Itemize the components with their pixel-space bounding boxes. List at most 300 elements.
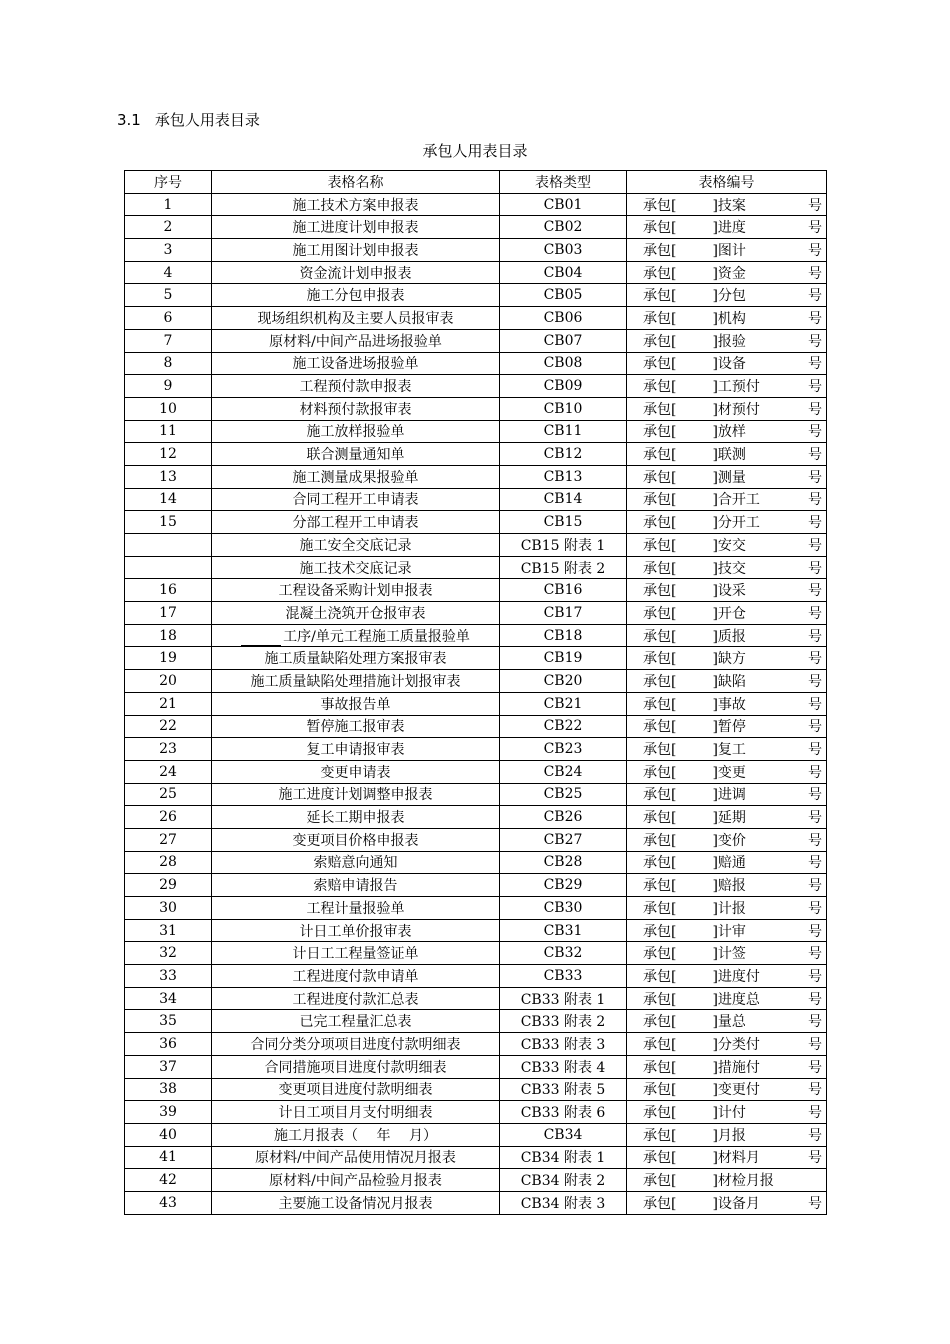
code-suffix: 号 xyxy=(808,356,822,373)
form-name-text: 工程进度付款汇总表 xyxy=(292,991,419,1008)
form-code xyxy=(627,397,827,420)
code-suffix: 号 xyxy=(808,220,822,237)
code-prefix: 承包[ xyxy=(643,900,677,917)
form-code xyxy=(627,193,827,216)
form-type: CB19 xyxy=(500,647,627,670)
form-name-text: 原材料/中间产品进场报验单 xyxy=(269,333,442,350)
form-name xyxy=(212,261,500,284)
code-bracket-blank xyxy=(676,989,712,1009)
form-code xyxy=(627,1146,827,1169)
form-code xyxy=(627,307,827,330)
form-name-text: 变更申请表 xyxy=(320,764,391,781)
row-number xyxy=(125,556,212,579)
table-row xyxy=(125,488,827,511)
table-row xyxy=(125,942,827,965)
code-bracket-blank xyxy=(676,217,712,237)
form-name-text: 变更项目价格申报表 xyxy=(292,832,419,849)
row-number: 29 xyxy=(125,874,212,897)
row-number: 37 xyxy=(125,1055,212,1078)
code-prefix: 承包[ xyxy=(643,1059,677,1076)
form-name xyxy=(212,624,500,647)
code-suffix: 号 xyxy=(808,401,822,418)
row-number: 39 xyxy=(125,1101,212,1124)
form-code-wrap xyxy=(627,421,826,441)
form-type: CB18 xyxy=(500,624,627,647)
form-type: CB31 xyxy=(500,919,627,942)
row-number: 15 xyxy=(125,511,212,534)
form-name-text: 原材料/中间产品使用情况月报表 xyxy=(255,1150,456,1167)
form-name xyxy=(212,760,500,783)
form-code-wrap xyxy=(627,308,826,328)
table-row xyxy=(125,216,827,239)
form-code xyxy=(627,919,827,942)
form-name xyxy=(212,375,500,398)
fill-in-blank xyxy=(241,631,281,646)
form-code-wrap xyxy=(627,240,826,260)
code-prefix: 承包[ xyxy=(643,991,677,1008)
form-type: CB33 附表 1 xyxy=(500,987,627,1010)
code-prefix: 承包[ xyxy=(643,560,677,577)
form-name-text: 施工月报表（ 年 月） xyxy=(274,1127,437,1144)
form-code-wrap xyxy=(627,966,826,986)
table-title: 承包人用表目录 xyxy=(422,142,528,160)
form-name-text: 事故报告单 xyxy=(320,696,391,713)
form-type: CB13 xyxy=(500,465,627,488)
code-suffix: 号 xyxy=(808,379,822,396)
row-number: 8 xyxy=(125,352,212,375)
code-bracket-blank xyxy=(676,852,712,872)
form-name-text: 主要施工设备情况月报表 xyxy=(278,1195,433,1212)
form-type: CB01 xyxy=(500,193,627,216)
form-code xyxy=(627,579,827,602)
form-code-wrap xyxy=(627,353,826,373)
code-abbr: ]机构 xyxy=(712,310,746,327)
code-prefix: 承包[ xyxy=(643,333,677,350)
form-name xyxy=(212,942,500,965)
form-code xyxy=(627,420,827,443)
form-code-wrap xyxy=(627,648,826,668)
code-abbr: ]月报 xyxy=(712,1127,746,1144)
form-code-wrap xyxy=(627,943,826,963)
form-name xyxy=(212,1101,500,1124)
code-abbr: ]测量 xyxy=(712,469,746,486)
form-code-wrap xyxy=(627,852,826,872)
code-abbr: ]材料月 xyxy=(712,1150,760,1167)
code-prefix: 承包[ xyxy=(643,1127,677,1144)
form-type: CB12 xyxy=(500,443,627,466)
table-header-row xyxy=(125,171,827,194)
table-row xyxy=(125,352,827,375)
code-prefix: 承包[ xyxy=(643,810,677,827)
form-name-text: 索赔申请报告 xyxy=(313,878,398,895)
row-number: 6 xyxy=(125,307,212,330)
code-prefix: 承包[ xyxy=(643,288,677,305)
code-prefix: 承包[ xyxy=(643,855,677,872)
code-prefix: 承包[ xyxy=(643,968,677,985)
code-bracket-blank xyxy=(676,1057,712,1077)
form-code xyxy=(627,1055,827,1078)
code-suffix: 号 xyxy=(808,424,822,441)
code-suffix: 号 xyxy=(808,1105,822,1122)
code-suffix: 号 xyxy=(808,1082,822,1099)
form-code xyxy=(627,670,827,693)
table-row xyxy=(125,670,827,693)
form-code xyxy=(627,261,827,284)
form-code-wrap xyxy=(627,762,826,782)
code-suffix: 号 xyxy=(808,333,822,350)
code-bracket-blank xyxy=(676,558,712,578)
code-prefix: 承包[ xyxy=(643,424,677,441)
code-abbr: ]量总 xyxy=(712,1014,746,1031)
header-no: 序号 xyxy=(125,171,212,194)
code-abbr: ]计签 xyxy=(712,946,746,963)
code-suffix: 号 xyxy=(808,265,822,282)
code-abbr: ]报验 xyxy=(712,333,746,350)
form-type: CB02 xyxy=(500,216,627,239)
form-code-wrap xyxy=(627,807,826,827)
form-name-text: 资金流计划申报表 xyxy=(299,265,412,282)
code-abbr: ]工预付 xyxy=(712,379,760,396)
form-type: CB33 附表 3 xyxy=(500,1033,627,1056)
code-bracket-blank xyxy=(676,739,712,759)
code-bracket-blank xyxy=(676,603,712,623)
code-abbr: ]暂停 xyxy=(712,719,746,736)
table-row xyxy=(125,443,827,466)
row-number: 36 xyxy=(125,1033,212,1056)
form-name-text: 施工技术方案申报表 xyxy=(292,197,419,214)
section-title: 承包人用表目录 xyxy=(154,111,260,129)
form-type: CB16 xyxy=(500,579,627,602)
table-row xyxy=(125,1123,827,1146)
table-row xyxy=(125,965,827,988)
form-name-text: 工程计量报验单 xyxy=(306,900,405,917)
code-prefix: 承包[ xyxy=(643,220,677,237)
code-abbr: ]资金 xyxy=(712,265,746,282)
code-prefix: 承包[ xyxy=(643,832,677,849)
form-name xyxy=(212,352,500,375)
row-number: 18 xyxy=(125,624,212,647)
form-code-wrap xyxy=(627,1057,826,1077)
code-abbr: ]赔报 xyxy=(712,878,746,895)
code-bracket-blank xyxy=(676,444,712,464)
row-number: 41 xyxy=(125,1146,212,1169)
form-name-text: 变更项目进度付款明细表 xyxy=(278,1082,433,1099)
code-abbr: ]计付 xyxy=(712,1105,746,1122)
table-body xyxy=(125,193,827,1214)
form-name xyxy=(212,307,500,330)
row-number: 27 xyxy=(125,828,212,851)
code-bracket-blank xyxy=(676,580,712,600)
form-name xyxy=(212,534,500,557)
table-row xyxy=(125,760,827,783)
code-abbr: ]变更 xyxy=(712,764,746,781)
form-code-wrap xyxy=(627,1125,826,1145)
form-name-text: 计日工工程量签证单 xyxy=(292,946,419,963)
table-row xyxy=(125,624,827,647)
code-bracket-blank xyxy=(676,921,712,941)
code-abbr: ]图计 xyxy=(712,242,746,259)
form-type: CB30 xyxy=(500,897,627,920)
code-abbr: ]变更付 xyxy=(712,1082,760,1099)
code-bracket-blank xyxy=(676,716,712,736)
code-bracket-blank xyxy=(676,671,712,691)
form-type: CB28 xyxy=(500,851,627,874)
row-number: 11 xyxy=(125,420,212,443)
code-suffix: 号 xyxy=(808,1014,822,1031)
code-bracket-blank xyxy=(676,943,712,963)
form-name xyxy=(212,511,500,534)
form-code xyxy=(627,851,827,874)
code-bracket-blank xyxy=(676,1079,712,1099)
table-row xyxy=(125,534,827,557)
form-type: CB06 xyxy=(500,307,627,330)
section-number: 3.1 xyxy=(117,111,141,129)
form-name xyxy=(212,488,500,511)
code-suffix: 号 xyxy=(808,288,822,305)
form-name xyxy=(212,216,500,239)
form-code xyxy=(627,715,827,738)
form-code xyxy=(627,828,827,851)
form-code xyxy=(627,556,827,579)
form-type: CB20 xyxy=(500,670,627,693)
form-name xyxy=(212,806,500,829)
table-row xyxy=(125,420,827,443)
code-bracket-blank xyxy=(676,467,712,487)
form-code xyxy=(627,443,827,466)
form-code xyxy=(627,216,827,239)
form-code xyxy=(627,352,827,375)
code-bracket-blank xyxy=(676,626,712,646)
row-number xyxy=(125,534,212,557)
form-type: CB04 xyxy=(500,261,627,284)
code-bracket-blank xyxy=(676,1011,712,1031)
code-prefix: 承包[ xyxy=(643,242,677,259)
form-type: CB34 附表 3 xyxy=(500,1191,627,1214)
code-abbr: ]事故 xyxy=(712,696,746,713)
form-name xyxy=(212,1055,500,1078)
code-prefix: 承包[ xyxy=(643,492,677,509)
table-row xyxy=(125,1191,827,1214)
code-abbr: ]安交 xyxy=(712,537,746,554)
code-prefix: 承包[ xyxy=(643,265,677,282)
form-code xyxy=(627,1169,827,1192)
code-bracket-blank xyxy=(676,489,712,509)
form-name-text: 复工申请报审表 xyxy=(306,742,405,759)
code-prefix: 承包[ xyxy=(643,356,677,373)
row-number: 7 xyxy=(125,329,212,352)
code-bracket-blank xyxy=(676,353,712,373)
code-suffix: 号 xyxy=(808,515,822,532)
code-suffix: 号 xyxy=(808,810,822,827)
form-code xyxy=(627,897,827,920)
form-code xyxy=(627,1010,827,1033)
form-code-wrap xyxy=(627,830,826,850)
code-bracket-blank xyxy=(676,1102,712,1122)
form-name xyxy=(212,284,500,307)
form-name-text: 工程设备采购计划申报表 xyxy=(278,583,433,600)
code-suffix: 号 xyxy=(808,900,822,917)
table-row xyxy=(125,397,827,420)
code-abbr: ]分类付 xyxy=(712,1036,760,1053)
table-row xyxy=(125,1010,827,1033)
form-code-wrap xyxy=(627,1079,826,1099)
form-code-wrap xyxy=(627,376,826,396)
form-name xyxy=(212,874,500,897)
table-row xyxy=(125,647,827,670)
code-suffix: 号 xyxy=(808,719,822,736)
code-bracket-blank xyxy=(676,694,712,714)
code-prefix: 承包[ xyxy=(643,379,677,396)
table-row xyxy=(125,1146,827,1169)
form-name-text: 工序/单元工程施工质量报验单 xyxy=(283,628,470,645)
code-abbr: ]放样 xyxy=(712,424,746,441)
form-name-text: 施工质量缺陷处理措施计划报审表 xyxy=(250,673,461,690)
row-number: 19 xyxy=(125,647,212,670)
form-name-text: 合同措施项目进度付款明细表 xyxy=(264,1059,447,1076)
code-suffix: 号 xyxy=(808,968,822,985)
table-row xyxy=(125,579,827,602)
form-code xyxy=(627,1033,827,1056)
code-prefix: 承包[ xyxy=(643,310,677,327)
code-bracket-blank xyxy=(676,830,712,850)
code-bracket-blank xyxy=(676,1170,712,1190)
form-code-wrap xyxy=(627,898,826,918)
form-code xyxy=(627,284,827,307)
form-type: CB11 xyxy=(500,420,627,443)
code-prefix: 承包[ xyxy=(643,1173,677,1190)
row-number: 23 xyxy=(125,738,212,761)
row-number: 4 xyxy=(125,261,212,284)
form-name xyxy=(212,397,500,420)
row-number: 13 xyxy=(125,465,212,488)
form-code xyxy=(627,465,827,488)
form-type: CB17 xyxy=(500,602,627,625)
form-name xyxy=(212,556,500,579)
row-number: 1 xyxy=(125,193,212,216)
code-suffix: 号 xyxy=(808,310,822,327)
form-type: CB33 xyxy=(500,965,627,988)
row-number: 25 xyxy=(125,783,212,806)
form-code-wrap xyxy=(627,716,826,736)
code-bracket-blank xyxy=(676,648,712,668)
row-number: 14 xyxy=(125,488,212,511)
form-code-wrap xyxy=(627,921,826,941)
code-abbr: ]进度总 xyxy=(712,991,760,1008)
row-number: 9 xyxy=(125,375,212,398)
form-type: CB05 xyxy=(500,284,627,307)
form-code xyxy=(627,647,827,670)
form-name-text: 计日工项目月支付明细表 xyxy=(278,1105,433,1122)
form-code xyxy=(627,329,827,352)
code-bracket-blank xyxy=(676,1147,712,1167)
form-type: CB32 xyxy=(500,942,627,965)
form-name-text: 施工技术交底记录 xyxy=(299,560,412,577)
form-code-wrap xyxy=(627,399,826,419)
code-prefix: 承包[ xyxy=(643,1150,677,1167)
form-name-text: 延长工期申报表 xyxy=(306,810,405,827)
code-prefix: 承包[ xyxy=(643,628,677,645)
form-code-wrap xyxy=(627,603,826,623)
form-name-text: 原材料/中间产品检验月报表 xyxy=(269,1173,442,1190)
form-type: CB33 附表 2 xyxy=(500,1010,627,1033)
form-code-wrap xyxy=(627,784,826,804)
table-row xyxy=(125,897,827,920)
code-abbr: ]设采 xyxy=(712,583,746,600)
code-bracket-blank xyxy=(676,966,712,986)
code-abbr: ]设备月 xyxy=(712,1195,760,1212)
code-prefix: 承包[ xyxy=(643,696,677,713)
form-type: CB21 xyxy=(500,692,627,715)
form-name-text: 施工测量成果报验单 xyxy=(292,469,419,486)
form-type: CB15 附表 2 xyxy=(500,556,627,579)
form-code xyxy=(627,488,827,511)
form-name xyxy=(212,602,500,625)
code-suffix: 号 xyxy=(808,923,822,940)
table-row xyxy=(125,874,827,897)
code-suffix: 号 xyxy=(808,537,822,554)
code-prefix: 承包[ xyxy=(643,787,677,804)
code-suffix: 号 xyxy=(808,469,822,486)
code-suffix: 号 xyxy=(808,651,822,668)
code-bracket-blank xyxy=(676,240,712,260)
code-bracket-blank xyxy=(676,399,712,419)
code-abbr: ]质报 xyxy=(712,628,746,645)
table-row xyxy=(125,1033,827,1056)
form-name xyxy=(212,715,500,738)
form-code-wrap xyxy=(627,535,826,555)
form-name xyxy=(212,329,500,352)
row-number: 17 xyxy=(125,602,212,625)
form-name xyxy=(212,465,500,488)
form-name-text: 分部工程开工申请表 xyxy=(292,515,419,532)
row-number: 31 xyxy=(125,919,212,942)
form-name xyxy=(212,1146,500,1169)
code-suffix: 号 xyxy=(808,1059,822,1076)
code-suffix: 号 xyxy=(808,1036,822,1053)
row-number: 32 xyxy=(125,942,212,965)
form-name xyxy=(212,420,500,443)
form-code xyxy=(627,942,827,965)
form-type: CB27 xyxy=(500,828,627,851)
code-prefix: 承包[ xyxy=(643,1105,677,1122)
table-row xyxy=(125,261,827,284)
code-abbr: ]进调 xyxy=(712,787,746,804)
code-bracket-blank xyxy=(676,898,712,918)
form-code xyxy=(627,534,827,557)
table-row xyxy=(125,602,827,625)
code-prefix: 承包[ xyxy=(643,1014,677,1031)
header-name: 表格名称 xyxy=(212,171,500,194)
code-abbr: ]分包 xyxy=(712,288,746,305)
form-name-text: 工程预付款申报表 xyxy=(299,379,412,396)
code-bracket-blank xyxy=(676,762,712,782)
form-name xyxy=(212,1169,500,1192)
table-row xyxy=(125,851,827,874)
code-bracket-blank xyxy=(676,263,712,283)
code-prefix: 承包[ xyxy=(643,719,677,736)
form-code-wrap xyxy=(627,1011,826,1031)
form-code-wrap xyxy=(627,217,826,237)
code-abbr: ]开仓 xyxy=(712,605,746,622)
code-prefix: 承包[ xyxy=(643,878,677,895)
form-code-wrap xyxy=(627,1193,826,1213)
form-name-text: 合同工程开工申请表 xyxy=(292,492,419,509)
code-bracket-blank xyxy=(676,421,712,441)
code-prefix: 承包[ xyxy=(643,605,677,622)
form-name xyxy=(212,647,500,670)
form-code xyxy=(627,874,827,897)
table-row xyxy=(125,1101,827,1124)
